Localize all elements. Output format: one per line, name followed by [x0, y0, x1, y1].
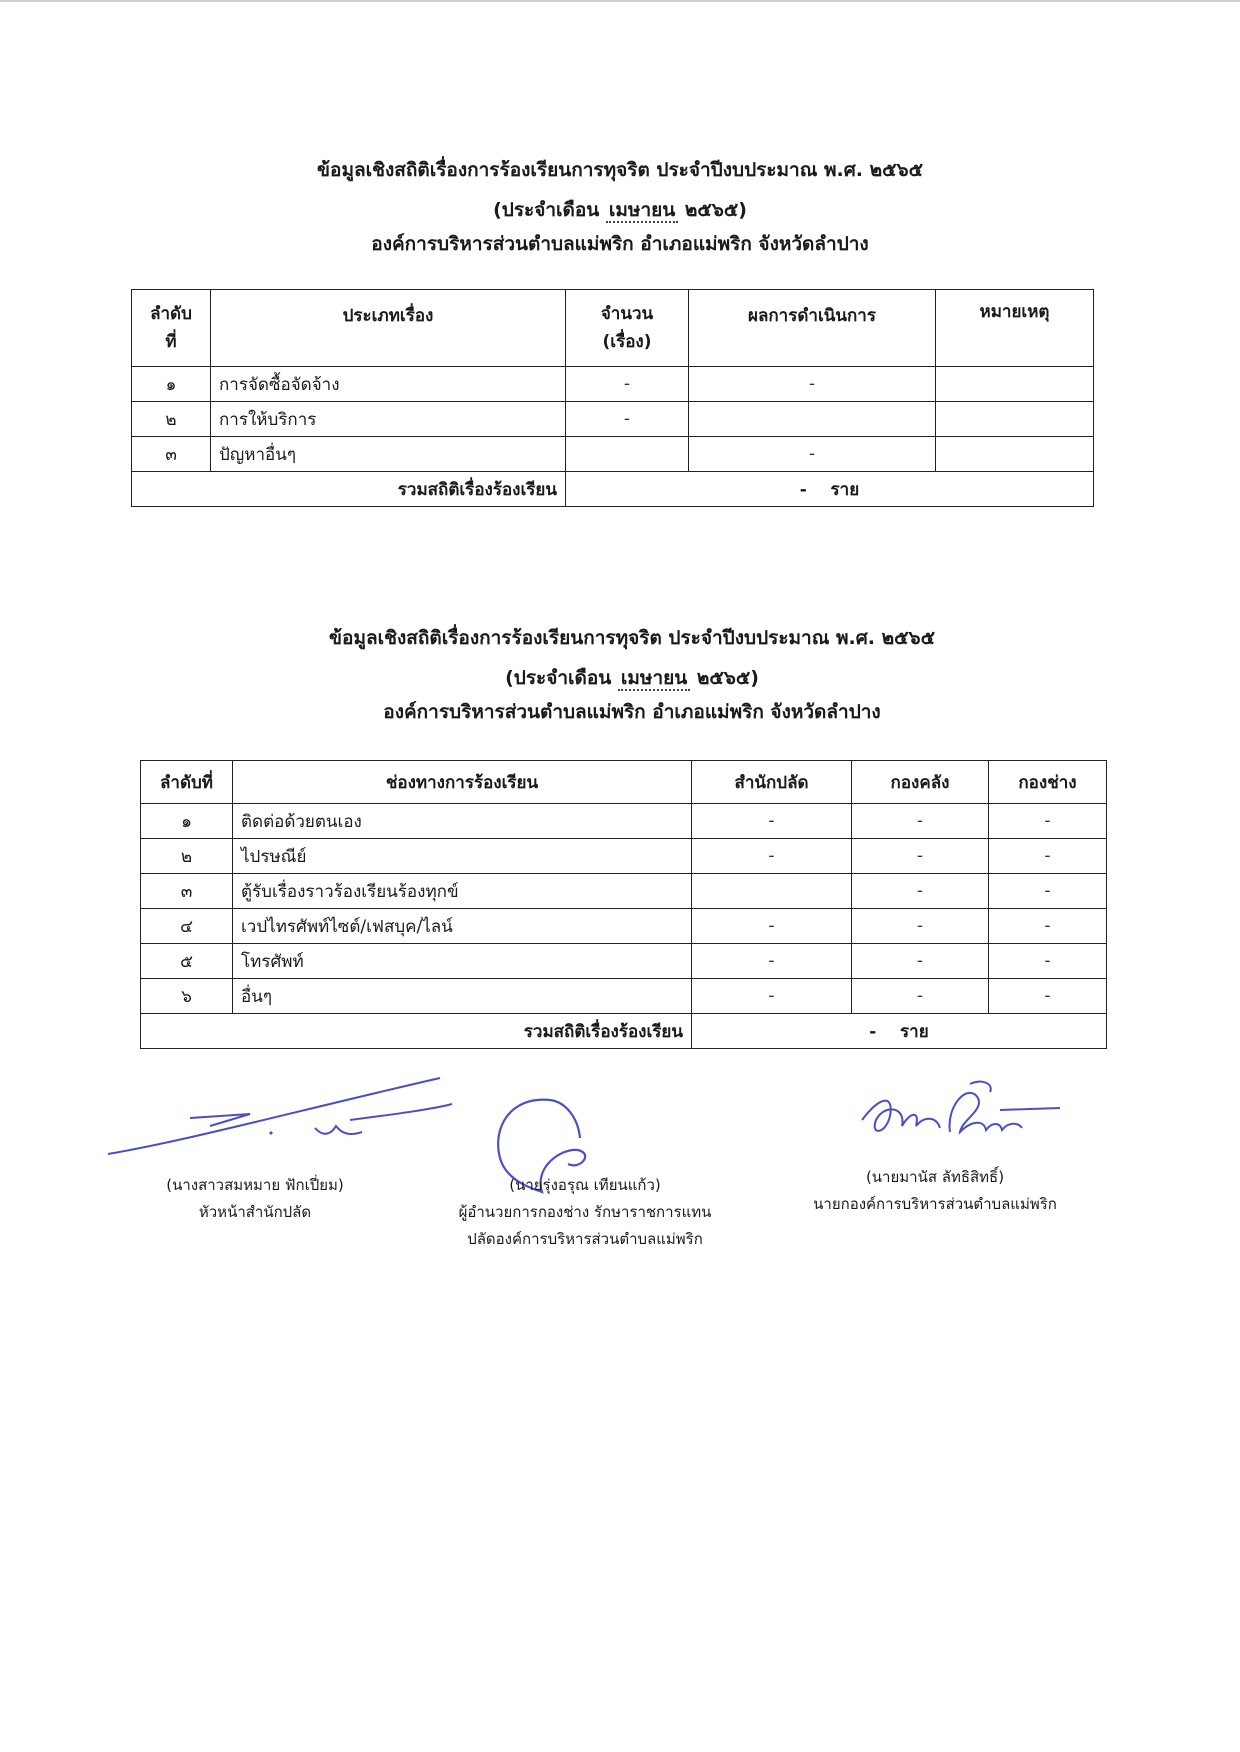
signer-position: ผู้อำนวยการกองช่าง รักษาราชการแทน: [458, 1203, 712, 1221]
header-type: ประเภทเรื่อง: [211, 290, 566, 367]
report1-month-prefix: (ประจำเดือน: [493, 199, 600, 221]
table-row: [141, 909, 1107, 944]
row-finance: -: [852, 839, 989, 874]
row-no: ๒: [132, 402, 211, 437]
signer-position: นายกองค์การบริหารส่วนตำบลแม่พริก: [813, 1195, 1057, 1213]
row-engineering: -: [989, 909, 1107, 944]
row-channel: โทรศัพท์: [233, 944, 692, 979]
signature-scribble-left: [100, 1070, 460, 1160]
signer-position: หัวหน้าสำนักปลัด: [198, 1203, 312, 1221]
signer-name: (นายรุ่งอรุณ เทียนแก้ว): [509, 1176, 661, 1194]
header-no-line2: ที่: [165, 332, 177, 352]
table-header-row: [141, 761, 1107, 804]
row-office: [692, 874, 852, 909]
report2-month: เมษายน: [618, 667, 690, 691]
complaint-channel-table: [140, 760, 1107, 1049]
row-finance: -: [852, 804, 989, 839]
row-finance: -: [852, 874, 989, 909]
header-no-line1: ลำดับ: [150, 304, 192, 324]
row-office: -: [692, 839, 852, 874]
row-engineering: -: [989, 839, 1107, 874]
header-no: [132, 290, 211, 367]
row-type: การจัดซื้อจัดจ้าง: [211, 367, 566, 402]
row-channel: อื่นๆ: [233, 979, 692, 1014]
report1-title: ข้อมูลเชิงสถิติเรื่องการร้องเรียนการทุจริต ประจำปีงบประมาณ พ.ศ. ๒๕๖๕: [317, 159, 923, 181]
signature-scribble-right: [850, 1076, 1070, 1156]
row-engineering: -: [989, 804, 1107, 839]
row-channel: เวปไทรศัพท์ไซต์/เฟสบุค/ไลน์: [233, 909, 692, 944]
row-result: [689, 402, 936, 437]
row-count: -: [566, 367, 689, 402]
total-cell: [692, 1014, 1107, 1049]
table-header-row: [132, 290, 1094, 367]
row-engineering: -: [989, 874, 1107, 909]
row-channel: ไปรษณีย์: [233, 839, 692, 874]
header-result: ผลการดำเนินการ: [689, 290, 936, 367]
table-row: [141, 874, 1107, 909]
total-row: [132, 472, 1094, 507]
row-no: ๑: [132, 367, 211, 402]
report2-month-prefix: (ประจำเดือน: [505, 667, 612, 689]
total-label: รวมสถิติเรื่องร้องเรียน: [132, 472, 566, 507]
signer-name: (นายมานัส ลัทธิสิทธิ์): [865, 1168, 1005, 1186]
table-row: [141, 839, 1107, 874]
total-cell: [566, 472, 1094, 507]
table-row: [141, 979, 1107, 1014]
header-finance: กองคลัง: [852, 761, 989, 804]
row-type: การให้บริการ: [211, 402, 566, 437]
total-unit: ราย: [900, 1021, 929, 1042]
row-office: -: [692, 944, 852, 979]
signer-name: (นางสาวสมหมาย ฟักเปี่ยม): [166, 1176, 344, 1194]
total-value: -: [799, 479, 807, 500]
table-row: [141, 944, 1107, 979]
row-finance: -: [852, 909, 989, 944]
report2-org: องค์การบริหารส่วนตำบลแม่พริก อำเภอแม่พริก จังหวัดลำปาง: [383, 701, 881, 723]
report2-month-year: ๒๕๖๕): [696, 667, 759, 689]
row-result: -: [689, 367, 936, 402]
row-remark: [936, 367, 1094, 402]
report1-month-year: ๒๕๖๕): [684, 199, 747, 221]
row-finance: -: [852, 979, 989, 1014]
report1-month-line: [0, 198, 1240, 222]
row-office: -: [692, 979, 852, 1014]
row-no: ๓: [132, 437, 211, 472]
header-remark: หมายเหตุ: [936, 290, 1094, 367]
row-no: ๒: [141, 839, 233, 874]
row-no: ๖: [141, 979, 233, 1014]
signature-block-middle: [425, 1172, 745, 1253]
header-count-line1: จำนวน: [600, 304, 654, 324]
header-channel: ช่องทางการร้องเรียน: [233, 761, 692, 804]
page-top-edge: [0, 0, 1240, 2]
row-engineering: -: [989, 944, 1107, 979]
report2-month-line: [0, 666, 1240, 690]
table-row: [141, 804, 1107, 839]
row-no: ๓: [141, 874, 233, 909]
row-remark: [936, 437, 1094, 472]
total-row: [141, 1014, 1107, 1049]
signature-block-left: [140, 1172, 370, 1226]
row-count: [566, 437, 689, 472]
header-engineering: กองช่าง: [989, 761, 1107, 804]
report2-title: ข้อมูลเชิงสถิติเรื่องการร้องเรียนการทุจริต ประจำปีงบประมาณ พ.ศ. ๒๕๖๕: [329, 627, 935, 649]
row-finance: -: [852, 944, 989, 979]
row-result: -: [689, 437, 936, 472]
header-count-line2: (เรื่อง): [602, 332, 652, 352]
complaint-type-table: [131, 289, 1094, 507]
row-office: -: [692, 909, 852, 944]
header-count: [566, 290, 689, 367]
table-row: [132, 367, 1094, 402]
row-no: ๕: [141, 944, 233, 979]
row-no: ๑: [141, 804, 233, 839]
row-no: ๔: [141, 909, 233, 944]
row-channel: ตู้รับเรื่องราวร้องเรียนร้องทุกข์: [233, 874, 692, 909]
row-remark: [936, 402, 1094, 437]
header-no: ลำดับที่: [141, 761, 233, 804]
header-office: สำนักปลัด: [692, 761, 852, 804]
row-engineering: -: [989, 979, 1107, 1014]
signature-block-right: [785, 1164, 1085, 1218]
row-count: -: [566, 402, 689, 437]
report1-org: องค์การบริหารส่วนตำบลแม่พริก อำเภอแม่พริก จังหวัดลำปาง: [371, 233, 869, 255]
table-row: [132, 437, 1094, 472]
row-type: ปัญหาอื่นๆ: [211, 437, 566, 472]
total-value: -: [869, 1021, 877, 1042]
row-office: -: [692, 804, 852, 839]
row-channel: ติดต่อด้วยตนเอง: [233, 804, 692, 839]
table-row: [132, 402, 1094, 437]
total-unit: ราย: [830, 479, 860, 500]
total-label: รวมสถิติเรื่องร้องเรียน: [141, 1014, 692, 1049]
report1-month: เมษายน: [606, 199, 678, 223]
signer-position-line2: ปลัดองค์การบริหารส่วนตำบลแม่พริก: [467, 1230, 703, 1248]
